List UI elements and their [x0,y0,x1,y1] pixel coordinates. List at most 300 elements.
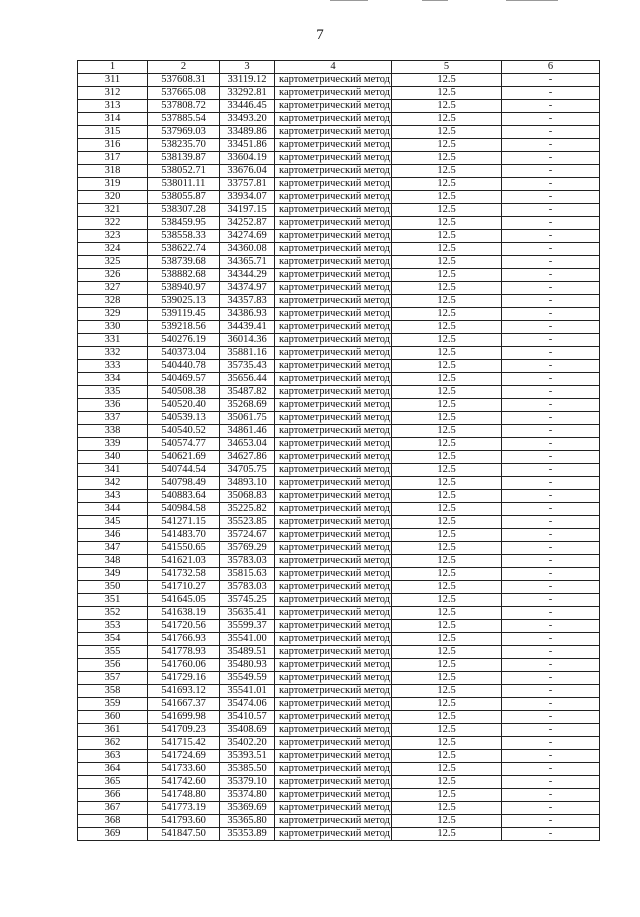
cell-y-coordinate: 35541.01 [220,685,275,698]
cell-point-number: 321 [78,204,148,217]
cell-point-number: 352 [78,607,148,620]
table-row [78,646,600,659]
cell-x-coordinate: 538622.74 [148,243,220,256]
cell-method: картометрический метод [275,607,392,620]
cell-method: картометрический метод [275,802,392,815]
cell-point-number: 346 [78,529,148,542]
cell-y-coordinate: 34386.93 [220,308,275,321]
cell-accuracy: 12.5 [392,230,502,243]
table-row [78,737,600,750]
cell-x-coordinate: 541742.60 [148,776,220,789]
cell-y-coordinate: 34197.15 [220,204,275,217]
cell-point-number: 355 [78,646,148,659]
cell-point-number: 314 [78,113,148,126]
cell-point-number: 368 [78,815,148,828]
cell-x-coordinate: 538940.97 [148,282,220,295]
cell-x-coordinate: 541271.15 [148,516,220,529]
cell-accuracy: 12.5 [392,581,502,594]
cell-y-coordinate: 36014.36 [220,334,275,347]
cell-method: картометрический метод [275,516,392,529]
table-row [78,763,600,776]
cell-method: картометрический метод [275,633,392,646]
cell-description: - [502,659,600,672]
cell-accuracy: 12.5 [392,295,502,308]
header-cell-2: 2 [148,61,220,74]
cell-y-coordinate: 34705.75 [220,464,275,477]
cell-accuracy: 12.5 [392,412,502,425]
cell-method: картометрический метод [275,568,392,581]
cell-accuracy: 12.5 [392,360,502,373]
cell-y-coordinate: 35769.29 [220,542,275,555]
cell-x-coordinate: 541699.98 [148,711,220,724]
cell-y-coordinate: 33757.81 [220,178,275,191]
table-row [78,711,600,724]
cell-method: картометрический метод [275,815,392,828]
cell-y-coordinate: 35656.44 [220,373,275,386]
cell-accuracy: 12.5 [392,724,502,737]
cell-method: картометрический метод [275,555,392,568]
table-row [78,802,600,815]
cell-point-number: 334 [78,373,148,386]
cell-accuracy: 12.5 [392,126,502,139]
cell-method: картометрический метод [275,295,392,308]
cell-x-coordinate: 541760.06 [148,659,220,672]
cell-x-coordinate: 538011.11 [148,178,220,191]
cell-point-number: 332 [78,347,148,360]
cell-y-coordinate: 35068.83 [220,490,275,503]
cell-y-coordinate: 33451.86 [220,139,275,152]
cell-y-coordinate: 33676.04 [220,165,275,178]
cell-accuracy: 12.5 [392,113,502,126]
cell-accuracy: 12.5 [392,204,502,217]
table-row [78,698,600,711]
page-number: 7 [316,27,324,43]
header-cell-5: 5 [392,61,502,74]
cell-point-number: 318 [78,165,148,178]
cell-point-number: 366 [78,789,148,802]
cell-y-coordinate: 35410.57 [220,711,275,724]
cell-description: - [502,178,600,191]
cell-description: - [502,503,600,516]
cell-description: - [502,256,600,269]
cell-accuracy: 12.5 [392,542,502,555]
cell-accuracy: 12.5 [392,438,502,451]
cell-x-coordinate: 538307.28 [148,204,220,217]
cell-y-coordinate: 35745.25 [220,594,275,607]
cell-description: - [502,386,600,399]
cell-point-number: 326 [78,269,148,282]
cell-description: - [502,672,600,685]
cell-point-number: 324 [78,243,148,256]
table-row [78,74,600,87]
cell-accuracy: 12.5 [392,347,502,360]
cell-description: - [502,425,600,438]
cell-y-coordinate: 33493.20 [220,113,275,126]
cell-point-number: 340 [78,451,148,464]
cell-method: картометрический метод [275,87,392,100]
table-row [78,464,600,477]
cell-point-number: 342 [78,477,148,490]
cell-x-coordinate: 541720.56 [148,620,220,633]
cell-y-coordinate: 35402.20 [220,737,275,750]
cell-method: картометрический метод [275,347,392,360]
cell-point-number: 312 [78,87,148,100]
cell-description: - [502,776,600,789]
table-row [78,373,600,386]
cell-x-coordinate: 541793.60 [148,815,220,828]
cell-y-coordinate: 34344.29 [220,269,275,282]
cell-x-coordinate: 541748.80 [148,789,220,802]
cell-method: картометрический метод [275,724,392,737]
cell-x-coordinate: 541733.60 [148,763,220,776]
cell-description: - [502,724,600,737]
cell-method: картометрический метод [275,360,392,373]
cell-description: - [502,152,600,165]
cell-point-number: 343 [78,490,148,503]
cell-point-number: 341 [78,464,148,477]
cell-method: картометрический метод [275,464,392,477]
cell-point-number: 356 [78,659,148,672]
cell-method: картометрический метод [275,490,392,503]
cell-y-coordinate: 33489.86 [220,126,275,139]
cell-point-number: 338 [78,425,148,438]
cell-accuracy: 12.5 [392,646,502,659]
cell-x-coordinate: 538052.71 [148,165,220,178]
table-row [78,529,600,542]
cell-description: - [502,789,600,802]
cell-y-coordinate: 35735.43 [220,360,275,373]
cell-method: картометрический метод [275,139,392,152]
table-row [78,217,600,230]
cell-accuracy: 12.5 [392,308,502,321]
table-row [78,750,600,763]
cell-accuracy: 12.5 [392,178,502,191]
cell-y-coordinate: 35783.03 [220,581,275,594]
cell-x-coordinate: 540520.40 [148,399,220,412]
cell-accuracy: 12.5 [392,568,502,581]
cell-description: - [502,191,600,204]
cell-point-number: 348 [78,555,148,568]
table-row [78,360,600,373]
cell-method: картометрический метод [275,776,392,789]
cell-description: - [502,269,600,282]
cell-x-coordinate: 537808.72 [148,100,220,113]
cell-point-number: 320 [78,191,148,204]
cell-method: картометрический метод [275,321,392,334]
cell-x-coordinate: 537608.31 [148,74,220,87]
header-cell-6: 6 [502,61,600,74]
table-row [78,256,600,269]
cell-accuracy: 12.5 [392,789,502,802]
cell-description: - [502,698,600,711]
cell-x-coordinate: 540469.57 [148,373,220,386]
table-row [78,672,600,685]
table-row [78,308,600,321]
cell-accuracy: 12.5 [392,464,502,477]
cell-y-coordinate: 34252.87 [220,217,275,230]
cell-description: - [502,412,600,425]
cell-y-coordinate: 34357.83 [220,295,275,308]
table-row [78,776,600,789]
cell-description: - [502,204,600,217]
cell-point-number: 329 [78,308,148,321]
cell-method: картометрический метод [275,152,392,165]
cell-x-coordinate: 538558.33 [148,230,220,243]
cell-accuracy: 12.5 [392,425,502,438]
cell-method: картометрический метод [275,672,392,685]
cell-accuracy: 12.5 [392,685,502,698]
table-row [78,581,600,594]
cell-point-number: 369 [78,828,148,841]
cell-accuracy: 12.5 [392,139,502,152]
cell-accuracy: 12.5 [392,815,502,828]
cell-point-number: 323 [78,230,148,243]
cell-accuracy: 12.5 [392,672,502,685]
cell-x-coordinate: 539119.45 [148,308,220,321]
cell-method: картометрический метод [275,100,392,113]
cell-x-coordinate: 540883.64 [148,490,220,503]
table-row [78,321,600,334]
table-row [78,724,600,737]
cell-point-number: 364 [78,763,148,776]
cell-description: - [502,217,600,230]
cell-y-coordinate: 35724.67 [220,529,275,542]
cell-method: картометрический метод [275,646,392,659]
cell-point-number: 335 [78,386,148,399]
cell-method: картометрический метод [275,191,392,204]
cell-method: картометрический метод [275,789,392,802]
cell-description: - [502,607,600,620]
cell-x-coordinate: 541667.37 [148,698,220,711]
table-row [78,607,600,620]
cell-method: картометрический метод [275,763,392,776]
cell-x-coordinate: 540798.49 [148,477,220,490]
table-row [78,191,600,204]
cell-accuracy: 12.5 [392,243,502,256]
table-row [78,789,600,802]
cell-y-coordinate: 35783.03 [220,555,275,568]
table-row [78,425,600,438]
table-row [78,477,600,490]
cell-x-coordinate: 539218.56 [148,321,220,334]
cell-description: - [502,490,600,503]
cell-y-coordinate: 34653.04 [220,438,275,451]
cell-x-coordinate: 537885.54 [148,113,220,126]
cell-accuracy: 12.5 [392,555,502,568]
cell-description: - [502,451,600,464]
cell-method: картометрический метод [275,542,392,555]
cell-method: картометрический метод [275,373,392,386]
table-row [78,542,600,555]
cell-description: - [502,321,600,334]
cell-method: картометрический метод [275,529,392,542]
cell-x-coordinate: 540984.58 [148,503,220,516]
coordinates-table [77,60,600,841]
cell-x-coordinate: 540621.69 [148,451,220,464]
cell-accuracy: 12.5 [392,282,502,295]
cell-accuracy: 12.5 [392,828,502,841]
cell-y-coordinate: 34861.46 [220,425,275,438]
cell-description: - [502,763,600,776]
cell-description: - [502,334,600,347]
cell-accuracy: 12.5 [392,451,502,464]
cell-accuracy: 12.5 [392,607,502,620]
cell-method: картометрический метод [275,412,392,425]
cell-description: - [502,568,600,581]
cell-method: картометрический метод [275,737,392,750]
cell-method: картометрический метод [275,243,392,256]
cell-x-coordinate: 538739.68 [148,256,220,269]
cell-x-coordinate: 540508.38 [148,386,220,399]
table-body [78,74,600,841]
cell-accuracy: 12.5 [392,659,502,672]
table-row [78,386,600,399]
cell-point-number: 365 [78,776,148,789]
cell-y-coordinate: 35487.82 [220,386,275,399]
cell-x-coordinate: 541483.70 [148,529,220,542]
cell-accuracy: 12.5 [392,334,502,347]
cell-point-number: 361 [78,724,148,737]
cell-y-coordinate: 35474.06 [220,698,275,711]
cell-accuracy: 12.5 [392,594,502,607]
cell-method: картометрический метод [275,334,392,347]
cell-method: картометрический метод [275,581,392,594]
cell-description: - [502,347,600,360]
cell-point-number: 344 [78,503,148,516]
cell-x-coordinate: 537665.08 [148,87,220,100]
table-row [78,659,600,672]
cell-accuracy: 12.5 [392,620,502,633]
cell-y-coordinate: 35374.80 [220,789,275,802]
cell-y-coordinate: 34274.69 [220,230,275,243]
cell-point-number: 353 [78,620,148,633]
cell-accuracy: 12.5 [392,750,502,763]
table-row [78,282,600,295]
cell-x-coordinate: 541766.93 [148,633,220,646]
header-cell-1: 1 [78,61,148,74]
cell-description: - [502,295,600,308]
cell-x-coordinate: 538882.68 [148,269,220,282]
cell-description: - [502,594,600,607]
cell-x-coordinate: 541709.23 [148,724,220,737]
cell-x-coordinate: 540373.04 [148,347,220,360]
table-row [78,334,600,347]
cell-description: - [502,165,600,178]
cell-y-coordinate: 35385.50 [220,763,275,776]
cell-description: - [502,802,600,815]
cell-y-coordinate: 34893.10 [220,477,275,490]
cell-accuracy: 12.5 [392,269,502,282]
cell-description: - [502,126,600,139]
cell-x-coordinate: 541638.19 [148,607,220,620]
cell-description: - [502,373,600,386]
cell-accuracy: 12.5 [392,165,502,178]
cell-x-coordinate: 541710.27 [148,581,220,594]
cell-x-coordinate: 541732.58 [148,568,220,581]
header-scan-marks [330,0,560,3]
cell-y-coordinate: 35549.59 [220,672,275,685]
cell-description: - [502,620,600,633]
table-row [78,815,600,828]
cell-y-coordinate: 35489.51 [220,646,275,659]
cell-point-number: 325 [78,256,148,269]
cell-method: картометрический метод [275,659,392,672]
table-row [78,620,600,633]
cell-y-coordinate: 35480.93 [220,659,275,672]
cell-y-coordinate: 33604.19 [220,152,275,165]
cell-method: картометрический метод [275,503,392,516]
cell-method: картометрический метод [275,217,392,230]
cell-point-number: 328 [78,295,148,308]
table-row [78,100,600,113]
cell-method: картометрический метод [275,126,392,139]
cell-point-number: 331 [78,334,148,347]
cell-accuracy: 12.5 [392,763,502,776]
cell-description: - [502,555,600,568]
cell-y-coordinate: 35523.85 [220,516,275,529]
cell-point-number: 354 [78,633,148,646]
cell-x-coordinate: 541729.16 [148,672,220,685]
cell-description: - [502,464,600,477]
cell-description: - [502,815,600,828]
cell-method: картометрический метод [275,204,392,217]
cell-accuracy: 12.5 [392,711,502,724]
cell-y-coordinate: 35393.51 [220,750,275,763]
cell-y-coordinate: 35815.63 [220,568,275,581]
cell-description: - [502,828,600,841]
cell-accuracy: 12.5 [392,490,502,503]
cell-x-coordinate: 541693.12 [148,685,220,698]
cell-x-coordinate: 540440.78 [148,360,220,373]
cell-description: - [502,711,600,724]
cell-description: - [502,685,600,698]
cell-point-number: 317 [78,152,148,165]
cell-accuracy: 12.5 [392,74,502,87]
cell-accuracy: 12.5 [392,87,502,100]
cell-x-coordinate: 541550.65 [148,542,220,555]
cell-x-coordinate: 540744.54 [148,464,220,477]
table-row [78,139,600,152]
cell-accuracy: 12.5 [392,776,502,789]
cell-y-coordinate: 35061.75 [220,412,275,425]
table-row [78,412,600,425]
cell-description: - [502,516,600,529]
cell-accuracy: 12.5 [392,373,502,386]
cell-method: картометрический метод [275,386,392,399]
cell-accuracy: 12.5 [392,152,502,165]
cell-description: - [502,243,600,256]
cell-x-coordinate: 539025.13 [148,295,220,308]
table-row [78,490,600,503]
cell-description: - [502,750,600,763]
cell-accuracy: 12.5 [392,737,502,750]
cell-accuracy: 12.5 [392,698,502,711]
table-row [78,516,600,529]
cell-accuracy: 12.5 [392,802,502,815]
cell-x-coordinate: 538139.87 [148,152,220,165]
table-row [78,347,600,360]
cell-method: картометрический метод [275,828,392,841]
cell-point-number: 349 [78,568,148,581]
table-row [78,828,600,841]
cell-point-number: 360 [78,711,148,724]
cell-point-number: 337 [78,412,148,425]
cell-point-number: 357 [78,672,148,685]
cell-method: картометрический метод [275,230,392,243]
cell-accuracy: 12.5 [392,100,502,113]
table-row [78,568,600,581]
cell-description: - [502,360,600,373]
